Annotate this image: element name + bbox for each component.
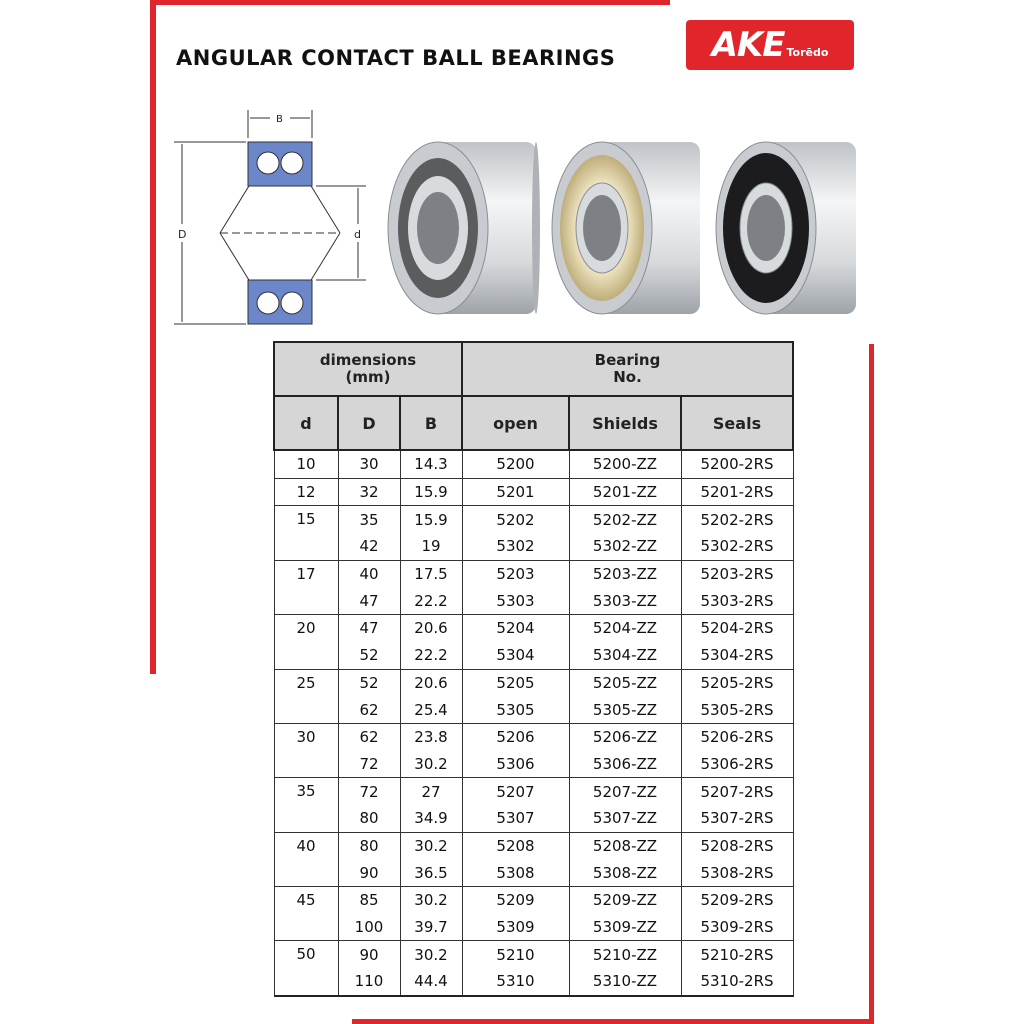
table-row	[274, 723, 793, 750]
bearing-header-line2: No.	[613, 368, 642, 386]
cell-shields-no: 5204-ZZ	[569, 615, 681, 642]
cell-bore-diameter	[274, 859, 338, 886]
cell-width: 30.2	[400, 941, 462, 968]
cell-outer-diameter: 72	[338, 751, 400, 778]
cell-shields-no: 5202-ZZ	[569, 506, 681, 533]
cell-seals-no: 5302-2RS	[681, 533, 793, 560]
cell-outer-diameter: 47	[338, 587, 400, 614]
cell-open-no: 5309	[462, 914, 569, 941]
cell-width: 30.2	[400, 887, 462, 914]
cell-outer-diameter: 47	[338, 615, 400, 642]
cell-width: 44.4	[400, 968, 462, 996]
cell-seals-no: 5303-2RS	[681, 587, 793, 614]
cell-shields-no: 5210-ZZ	[569, 941, 681, 968]
table-row	[274, 533, 793, 560]
cell-outer-diameter: 30	[338, 450, 400, 478]
table-row	[274, 450, 793, 478]
red-frame-left	[150, 0, 156, 674]
cell-bore-diameter: 20	[274, 615, 338, 642]
cell-outer-diameter: 62	[338, 696, 400, 723]
cell-seals-no: 5306-2RS	[681, 751, 793, 778]
open-bearing-photo	[388, 142, 540, 314]
cell-open-no: 5303	[462, 587, 569, 614]
cell-width: 20.6	[400, 669, 462, 696]
dimension-label-b: B	[276, 114, 283, 125]
cell-width: 14.3	[400, 450, 462, 478]
cell-seals-no: 5208-2RS	[681, 832, 793, 859]
cell-width: 22.2	[400, 642, 462, 669]
table-row	[274, 859, 793, 886]
table-row	[274, 751, 793, 778]
cell-outer-diameter: 72	[338, 778, 400, 805]
table-row	[274, 832, 793, 859]
cell-outer-diameter: 32	[338, 478, 400, 506]
cell-open-no: 5307	[462, 805, 569, 832]
cell-shields-no: 5205-ZZ	[569, 669, 681, 696]
cell-width: 19	[400, 533, 462, 560]
cell-bore-diameter: 50	[274, 941, 338, 968]
cell-width: 30.2	[400, 832, 462, 859]
shielded-bearing-photo	[552, 142, 700, 314]
cell-open-no: 5206	[462, 723, 569, 750]
table-row	[274, 587, 793, 614]
cell-open-no: 5308	[462, 859, 569, 886]
cell-bore-diameter	[274, 696, 338, 723]
cell-seals-no: 5207-2RS	[681, 778, 793, 805]
bearing-header-line1: Bearing	[594, 351, 661, 369]
cell-width: 34.9	[400, 805, 462, 832]
cell-outer-diameter: 100	[338, 914, 400, 941]
cell-outer-diameter: 52	[338, 669, 400, 696]
cell-shields-no: 5203-ZZ	[569, 560, 681, 587]
cell-bore-diameter	[274, 914, 338, 941]
table-row	[274, 615, 793, 642]
red-frame-top	[150, 0, 670, 5]
table-body	[274, 450, 793, 996]
cell-shields-no: 5208-ZZ	[569, 832, 681, 859]
cell-open-no: 5209	[462, 887, 569, 914]
col-header-seals: Seals	[681, 396, 793, 450]
cell-open-no: 5208	[462, 832, 569, 859]
cell-bore-diameter: 30	[274, 723, 338, 750]
table-row	[274, 696, 793, 723]
red-frame-bottom	[352, 1019, 874, 1024]
ake-logo	[686, 20, 854, 70]
cell-bore-diameter: 45	[274, 887, 338, 914]
cell-outer-diameter: 80	[338, 805, 400, 832]
cell-shields-no: 5306-ZZ	[569, 751, 681, 778]
cell-open-no: 5207	[462, 778, 569, 805]
cell-seals-no: 5203-2RS	[681, 560, 793, 587]
cell-seals-no: 5304-2RS	[681, 642, 793, 669]
cell-width: 39.7	[400, 914, 462, 941]
cell-outer-diameter: 80	[338, 832, 400, 859]
bearing-no-header	[462, 342, 793, 396]
cell-shields-no: 5304-ZZ	[569, 642, 681, 669]
cell-shields-no: 5303-ZZ	[569, 587, 681, 614]
cell-open-no: 5200	[462, 450, 569, 478]
cell-shields-no: 5207-ZZ	[569, 778, 681, 805]
cell-shields-no: 5305-ZZ	[569, 696, 681, 723]
cell-bore-diameter: 10	[274, 450, 338, 478]
cell-seals-no: 5310-2RS	[681, 968, 793, 996]
col-header-shields: Shields	[569, 396, 681, 450]
cell-seals-no: 5204-2RS	[681, 615, 793, 642]
cell-shields-no: 5308-ZZ	[569, 859, 681, 886]
cell-bore-diameter	[274, 751, 338, 778]
col-header-outer-d: D	[338, 396, 400, 450]
table-row	[274, 968, 793, 996]
cell-width: 23.8	[400, 723, 462, 750]
cell-seals-no: 5210-2RS	[681, 941, 793, 968]
cell-outer-diameter: 35	[338, 506, 400, 533]
bearing-cross-section-diagram	[170, 108, 370, 330]
cell-shields-no: 5206-ZZ	[569, 723, 681, 750]
bearing-photos	[380, 138, 860, 318]
cell-open-no: 5210	[462, 941, 569, 968]
cell-seals-no: 5206-2RS	[681, 723, 793, 750]
cell-open-no: 5204	[462, 615, 569, 642]
cell-width: 22.2	[400, 587, 462, 614]
cell-seals-no: 5308-2RS	[681, 859, 793, 886]
cell-seals-no: 5205-2RS	[681, 669, 793, 696]
col-header-b: B	[400, 396, 462, 450]
dimensions-header	[274, 342, 462, 396]
top-ring-section	[248, 142, 312, 186]
cell-bore-diameter: 12	[274, 478, 338, 506]
cell-width: 15.9	[400, 478, 462, 506]
table-row	[274, 669, 793, 696]
cell-outer-diameter: 52	[338, 642, 400, 669]
cell-bore-diameter: 40	[274, 832, 338, 859]
logo-main-text: AKE	[711, 25, 785, 65]
cell-open-no: 5205	[462, 669, 569, 696]
sealed-bearing-photo	[716, 142, 856, 314]
cell-outer-diameter: 40	[338, 560, 400, 587]
cell-bore-diameter: 15	[274, 506, 338, 533]
cell-shields-no: 5302-ZZ	[569, 533, 681, 560]
cell-outer-diameter: 85	[338, 887, 400, 914]
cell-width: 27	[400, 778, 462, 805]
cell-width: 17.5	[400, 560, 462, 587]
col-header-d: d	[274, 396, 338, 450]
cell-open-no: 5306	[462, 751, 569, 778]
cell-bore-diameter	[274, 533, 338, 560]
table-row	[274, 778, 793, 805]
cell-open-no: 5305	[462, 696, 569, 723]
cell-width: 25.4	[400, 696, 462, 723]
cell-seals-no: 5309-2RS	[681, 914, 793, 941]
cell-bore-diameter: 17	[274, 560, 338, 587]
cell-bore-diameter	[274, 968, 338, 996]
page-title: ANGULAR CONTACT BALL BEARINGS	[176, 46, 616, 70]
dimensions-header-line2: (mm)	[345, 368, 391, 386]
cell-shields-no: 5310-ZZ	[569, 968, 681, 996]
table-row	[274, 887, 793, 914]
cell-outer-diameter: 42	[338, 533, 400, 560]
logo-sub-text: Torēdo	[786, 45, 829, 59]
cell-seals-no: 5307-2RS	[681, 805, 793, 832]
cell-shields-no: 5309-ZZ	[569, 914, 681, 941]
cell-outer-diameter: 62	[338, 723, 400, 750]
cell-bore-diameter	[274, 587, 338, 614]
cell-open-no: 5302	[462, 533, 569, 560]
cell-shields-no: 5307-ZZ	[569, 805, 681, 832]
table-row	[274, 941, 793, 968]
cell-shields-no: 5200-ZZ	[569, 450, 681, 478]
cell-bore-diameter	[274, 642, 338, 669]
cell-bore-diameter: 35	[274, 778, 338, 805]
cell-open-no: 5310	[462, 968, 569, 996]
cell-width: 36.5	[400, 859, 462, 886]
table-row	[274, 506, 793, 533]
cell-seals-no: 5202-2RS	[681, 506, 793, 533]
cell-shields-no: 5209-ZZ	[569, 887, 681, 914]
cell-open-no: 5203	[462, 560, 569, 587]
cell-outer-diameter: 90	[338, 859, 400, 886]
cell-open-no: 5304	[462, 642, 569, 669]
cell-seals-no: 5305-2RS	[681, 696, 793, 723]
table-row	[274, 805, 793, 832]
cell-width: 20.6	[400, 615, 462, 642]
cell-seals-no: 5200-2RS	[681, 450, 793, 478]
cell-open-no: 5202	[462, 506, 569, 533]
cell-bore-diameter: 25	[274, 669, 338, 696]
cell-seals-no: 5209-2RS	[681, 887, 793, 914]
table-row	[274, 478, 793, 506]
table-row	[274, 560, 793, 587]
cell-outer-diameter: 110	[338, 968, 400, 996]
table-row	[274, 914, 793, 941]
cell-width: 30.2	[400, 751, 462, 778]
col-header-open: open	[462, 396, 569, 450]
bearing-dimensions-table	[273, 341, 794, 997]
cell-seals-no: 5201-2RS	[681, 478, 793, 506]
bottom-ring-section	[248, 280, 312, 324]
dimensions-header-line1: dimensions	[319, 351, 417, 369]
dimension-label-inner-d: d	[354, 228, 361, 241]
cell-shields-no: 5201-ZZ	[569, 478, 681, 506]
cell-bore-diameter	[274, 805, 338, 832]
cell-open-no: 5201	[462, 478, 569, 506]
red-frame-right	[869, 344, 874, 1024]
dimension-label-outer-d: D	[178, 228, 187, 241]
cell-outer-diameter: 90	[338, 941, 400, 968]
cell-width: 15.9	[400, 506, 462, 533]
table-row	[274, 642, 793, 669]
